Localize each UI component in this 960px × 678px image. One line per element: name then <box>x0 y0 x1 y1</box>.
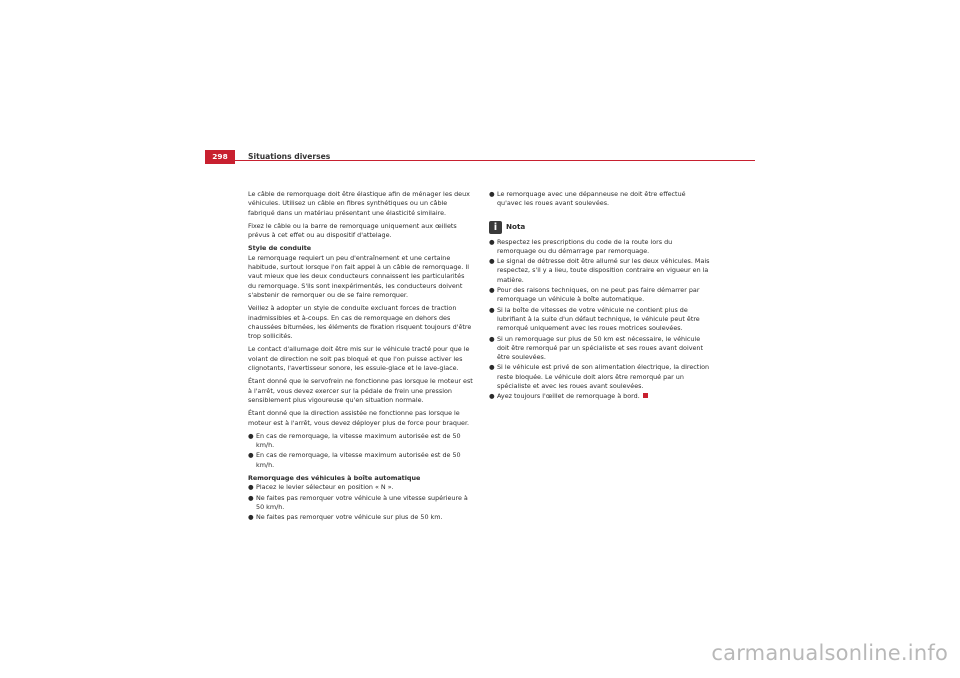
bullet-icon: ● <box>489 286 495 295</box>
bullet-list <box>489 190 712 209</box>
header-divider <box>205 160 755 161</box>
left-column <box>248 190 473 527</box>
bullet-icon: ● <box>248 431 254 440</box>
nota-list <box>489 238 712 402</box>
list-item: ● En cas de remorquage, la vitesse maximum autorisée est de 50 km/h. <box>248 431 461 450</box>
bullet-icon: ● <box>489 392 495 401</box>
bullet-icon: ● <box>248 451 254 460</box>
nota-label: Nota <box>506 222 526 232</box>
bullet-icon: ● <box>248 483 254 492</box>
list-item: ● Pour des raisons techniques, on ne peut pas faire démarrer par remorquage un véhicule à boîte automatique. <box>489 286 700 304</box>
page-number: 298 <box>205 150 235 164</box>
list-item: ● Si la boîte de vitesses de votre véhicule ne contient plus de lubrifiant à la suite d'un défaut technique, le véhicule peut être remorqué uniquement avec les roues motrices soulevées. <box>489 305 700 333</box>
paragraph: Le contact d'allumage doit être mis sur le véhicule tracté pour que le volant de direction ne soit pas bloqué et que l'on puisse activer les clignotants, l'avertisseur sonore, les essuie-glace et le lave-glace. <box>248 345 470 373</box>
list-item: ● Placez le levier sélecteur en position « N ». <box>248 483 394 492</box>
paragraph: Le remorquage requiert un peu d'entraînement et une certaine habitude, surtout lorsque l'on fait appel à un câble de remorquage. Il vaut mieux que les deux conducteurs connaissent les particularités du remorquage. S'ils sont inexpérimentés, les conducteurs doivent s'abstenir de remorquer ou de se faire remorquer. <box>248 253 470 299</box>
bullet-list <box>248 483 473 522</box>
watermark-logo: carmanualsonline.info <box>711 641 948 665</box>
section-title: Situations diverses <box>248 152 331 161</box>
paragraph: Étant donné que la direction assistée ne fonctionne pas lorsque le moteur est à l'arrêt, vous devez déployer plus de force pour braquer. <box>248 409 470 427</box>
bullet-icon: ● <box>489 257 495 266</box>
right-column <box>489 190 712 406</box>
paragraph: Fixez le câble ou la barre de remorquage uniquement aux œillets prévus à cet effet ou au dispositif d'attelage. <box>248 221 457 240</box>
info-icon: i <box>489 221 502 234</box>
subheading-automatic-gearbox: Remorquage des véhicules à boîte automatique <box>248 474 421 483</box>
bullet-icon: ● <box>248 493 254 502</box>
list-item: ● Ayez toujours l'œillet de remorquage à bord. <box>489 392 712 401</box>
bullet-icon: ● <box>489 305 495 314</box>
list-item: ● Le signal de détresse doit être allumé sur les deux véhicules. Mais respectez, s'il y a lieu, toute disposition contraire en vigueur en la matière. <box>489 257 710 284</box>
bullet-icon: ● <box>489 190 495 198</box>
subheading-driving-style: Style de conduite <box>248 244 312 253</box>
section-end-icon <box>643 393 648 398</box>
list-item: ● Ne faites pas remorquer votre véhicule à une vitesse supérieure à 50 km/h. <box>248 493 468 511</box>
list-item: ● En cas de remorquage, la vitesse maximum autorisée est de 50 km/h. <box>248 451 461 469</box>
bullet-icon: ● <box>489 363 495 372</box>
paragraph: Le câble de remorquage doit être élastique afin de ménager les deux véhicules. Utilisez un câble en fibres synthétiques ou un câble fabriqué dans un matériau présentant une élasticité similaire. <box>248 190 470 217</box>
bullet-icon: ● <box>248 513 254 522</box>
paragraph: Veillez à adopter un style de conduite excluant forces de traction inadmissibles et à-coups. En cas de remorquage en dehors des chaussées bitumées, les éléments de fixation risquent toujours d'être trop sollicités. <box>248 304 472 341</box>
list-item: ● Si le véhicule est privé de son alimentation électrique, la direction reste bloquée. Le véhicule doit alors être remorqué par un spécialiste et avec les roues avant soulevées. <box>489 363 710 391</box>
paragraph: Étant donné que le servofrein ne fonctionne pas lorsque le moteur est à l'arrêt, vous devez exercer sur la pédale de frein une pression sensiblement plus vigoureuse qu'en situation normale. <box>248 377 473 404</box>
bullet-icon: ● <box>489 334 495 343</box>
bullet-icon: ● <box>489 237 495 246</box>
bullet-list <box>248 432 473 470</box>
list-item: ● Respectez les prescriptions du code de la route lors du remorquage ou du démarrage par remorquage. <box>489 237 673 255</box>
nota-header <box>489 221 712 234</box>
list-item: ● Le remorquage avec une dépanneuse ne doit être effectué qu'avec les roues avant soulevées. <box>489 190 686 208</box>
list-item: ● Ne faites pas remorquer votre véhicule sur plus de 50 km. <box>248 513 443 522</box>
list-item: ● Si un remorquage sur plus de 50 km est nécessaire, le véhicule doit être remorqué par un spécialiste et ses roues avant doivent être soulevées. <box>489 334 703 362</box>
